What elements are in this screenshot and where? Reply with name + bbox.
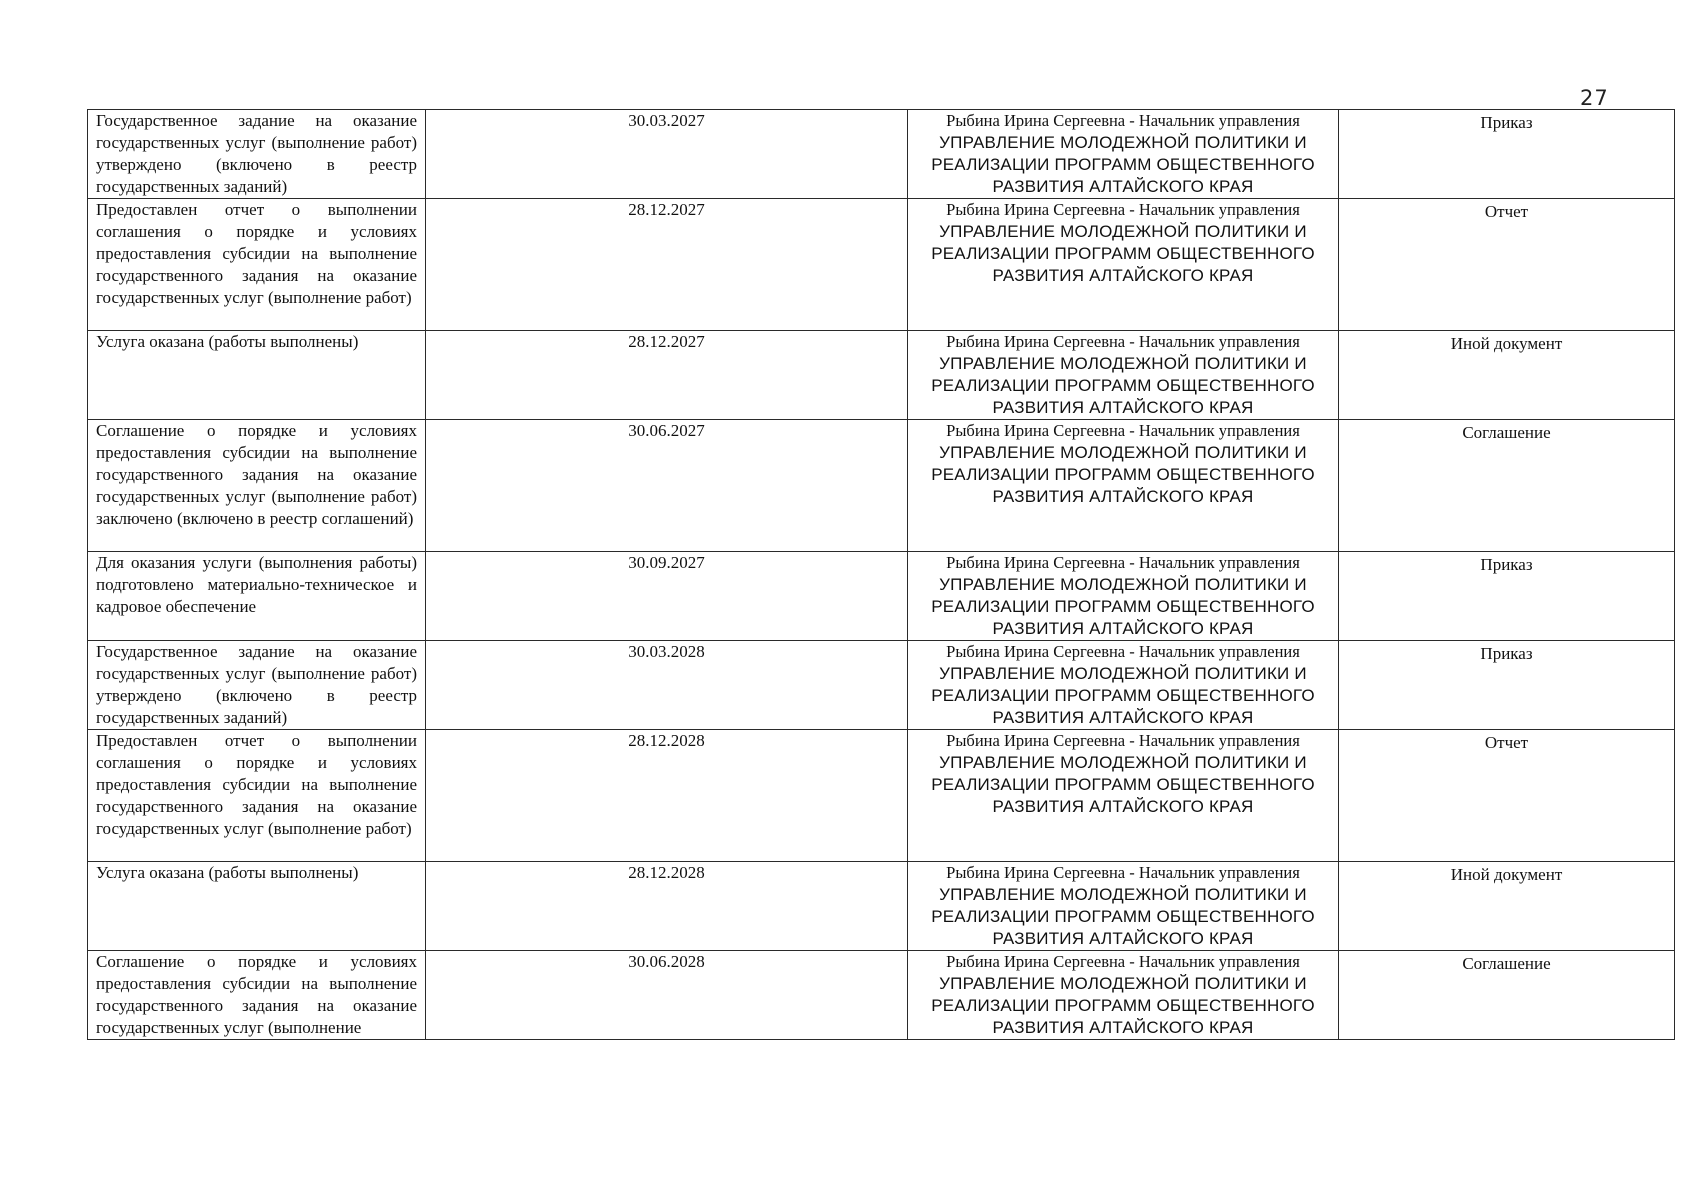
date-cell: 30.06.2027: [426, 420, 908, 552]
responsible-organization: УПРАВЛЕНИЕ МОЛОДЕЖНОЙ ПОЛИТИКИ И РЕАЛИЗАЦИИ ПРОГРАММ ОБЩЕСТВЕННОГО РАЗВИТИЯ АЛТАЙСКОГО КРАЯ: [931, 443, 1315, 506]
responsible-organization: УПРАВЛЕНИЕ МОЛОДЕЖНОЙ ПОЛИТИКИ И РЕАЛИЗАЦИИ ПРОГРАММ ОБЩЕСТВЕННОГО РАЗВИТИЯ АЛТАЙСКОГО КРАЯ: [931, 974, 1315, 1037]
date-cell: 28.12.2027: [426, 331, 908, 420]
event-cell: Государственное задание на оказание государственных услуг (выполнение работ) утверждено (включено в реестр государственных заданий): [88, 641, 426, 730]
responsible-organization: УПРАВЛЕНИЕ МОЛОДЕЖНОЙ ПОЛИТИКИ И РЕАЛИЗАЦИИ ПРОГРАММ ОБЩЕСТВЕННОГО РАЗВИТИЯ АЛТАЙСКОГО КРАЯ: [931, 133, 1315, 196]
responsible-cell: [908, 641, 1339, 730]
responsible-organization: УПРАВЛЕНИЕ МОЛОДЕЖНОЙ ПОЛИТИКИ И РЕАЛИЗАЦИИ ПРОГРАММ ОБЩЕСТВЕННОГО РАЗВИТИЯ АЛТАЙСКОГО КРАЯ: [931, 885, 1315, 948]
document-type-cell: Приказ: [1339, 110, 1675, 199]
table-row: [88, 862, 1675, 951]
responsible-cell: [908, 331, 1339, 420]
date-cell: 30.03.2028: [426, 641, 908, 730]
responsible-cell: [908, 552, 1339, 641]
document-type-cell: Отчет: [1339, 199, 1675, 331]
document-type-cell: Приказ: [1339, 552, 1675, 641]
date-cell: 30.09.2027: [426, 552, 908, 641]
table-row: [88, 552, 1675, 641]
table-row: [88, 331, 1675, 420]
responsible-person: Рыбина Ирина Сергеевна - Начальник управления: [946, 731, 1300, 750]
document-type-cell: Отчет: [1339, 730, 1675, 862]
responsible-cell: [908, 110, 1339, 199]
responsible-person: Рыбина Ирина Сергеевна - Начальник управления: [946, 332, 1300, 351]
document-type-cell: Соглашение: [1339, 951, 1675, 1040]
table-row: [88, 951, 1675, 1040]
responsible-cell: [908, 730, 1339, 862]
event-cell: Государственное задание на оказание государственных услуг (выполнение работ) утверждено (включено в реестр государственных заданий): [88, 110, 426, 199]
date-cell: 30.03.2027: [426, 110, 908, 199]
responsible-organization: УПРАВЛЕНИЕ МОЛОДЕЖНОЙ ПОЛИТИКИ И РЕАЛИЗАЦИИ ПРОГРАММ ОБЩЕСТВЕННОГО РАЗВИТИЯ АЛТАЙСКОГО КРАЯ: [931, 664, 1315, 727]
responsible-person: Рыбина Ирина Сергеевна - Начальник управления: [946, 553, 1300, 572]
responsible-cell: [908, 862, 1339, 951]
responsible-organization: УПРАВЛЕНИЕ МОЛОДЕЖНОЙ ПОЛИТИКИ И РЕАЛИЗАЦИИ ПРОГРАММ ОБЩЕСТВЕННОГО РАЗВИТИЯ АЛТАЙСКОГО КРАЯ: [931, 354, 1315, 417]
responsible-person: Рыбина Ирина Сергеевна - Начальник управления: [946, 952, 1300, 971]
responsible-person: Рыбина Ирина Сергеевна - Начальник управления: [946, 642, 1300, 661]
responsible-cell: [908, 420, 1339, 552]
responsible-person: Рыбина Ирина Сергеевна - Начальник управления: [946, 421, 1300, 440]
event-cell: Соглашение о порядке и условиях предоставления субсидии на выполнение государственного задания на оказание государственных услуг (выполнение: [88, 951, 426, 1040]
date-cell: 30.06.2028: [426, 951, 908, 1040]
document-type-cell: Иной документ: [1339, 862, 1675, 951]
responsible-person: Рыбина Ирина Сергеевна - Начальник управления: [946, 863, 1300, 882]
event-cell: Предоставлен отчет о выполнении соглашения о порядке и условиях предоставления субсидии на выполнение государственного задания на оказание государственных услуг (выполнение работ): [88, 199, 426, 331]
event-cell: Для оказания услуги (выполнения работы) подготовлено материально-техническое и кадровое обеспечение: [88, 552, 426, 641]
document-type-cell: Приказ: [1339, 641, 1675, 730]
table-row: [88, 110, 1675, 199]
activities-table: [87, 109, 1675, 1040]
responsible-organization: УПРАВЛЕНИЕ МОЛОДЕЖНОЙ ПОЛИТИКИ И РЕАЛИЗАЦИИ ПРОГРАММ ОБЩЕСТВЕННОГО РАЗВИТИЯ АЛТАЙСКОГО КРАЯ: [931, 753, 1315, 816]
event-cell: Предоставлен отчет о выполнении соглашения о порядке и условиях предоставления субсидии на выполнение государственного задания на оказание государственных услуг (выполнение работ): [88, 730, 426, 862]
table-row: [88, 641, 1675, 730]
date-cell: 28.12.2028: [426, 862, 908, 951]
responsible-organization: УПРАВЛЕНИЕ МОЛОДЕЖНОЙ ПОЛИТИКИ И РЕАЛИЗАЦИИ ПРОГРАММ ОБЩЕСТВЕННОГО РАЗВИТИЯ АЛТАЙСКОГО КРАЯ: [931, 222, 1315, 285]
table-row: [88, 730, 1675, 862]
responsible-cell: [908, 951, 1339, 1040]
page-number: 27: [1580, 86, 1609, 110]
table-row: [88, 199, 1675, 331]
responsible-person: Рыбина Ирина Сергеевна - Начальник управления: [946, 200, 1300, 219]
responsible-organization: УПРАВЛЕНИЕ МОЛОДЕЖНОЙ ПОЛИТИКИ И РЕАЛИЗАЦИИ ПРОГРАММ ОБЩЕСТВЕННОГО РАЗВИТИЯ АЛТАЙСКОГО КРАЯ: [931, 575, 1315, 638]
responsible-cell: [908, 199, 1339, 331]
date-cell: 28.12.2028: [426, 730, 908, 862]
event-cell: Услуга оказана (работы выполнены): [88, 862, 426, 951]
event-cell: Услуга оказана (работы выполнены): [88, 331, 426, 420]
responsible-person: Рыбина Ирина Сергеевна - Начальник управления: [946, 111, 1300, 130]
date-cell: 28.12.2027: [426, 199, 908, 331]
document-type-cell: Иной документ: [1339, 331, 1675, 420]
document-type-cell: Соглашение: [1339, 420, 1675, 552]
event-cell: Соглашение о порядке и условиях предоставления субсидии на выполнение государственного задания на оказание государственных услуг (выполнение работ) заключено (включено в реестр соглашений): [88, 420, 426, 552]
table-row: [88, 420, 1675, 552]
